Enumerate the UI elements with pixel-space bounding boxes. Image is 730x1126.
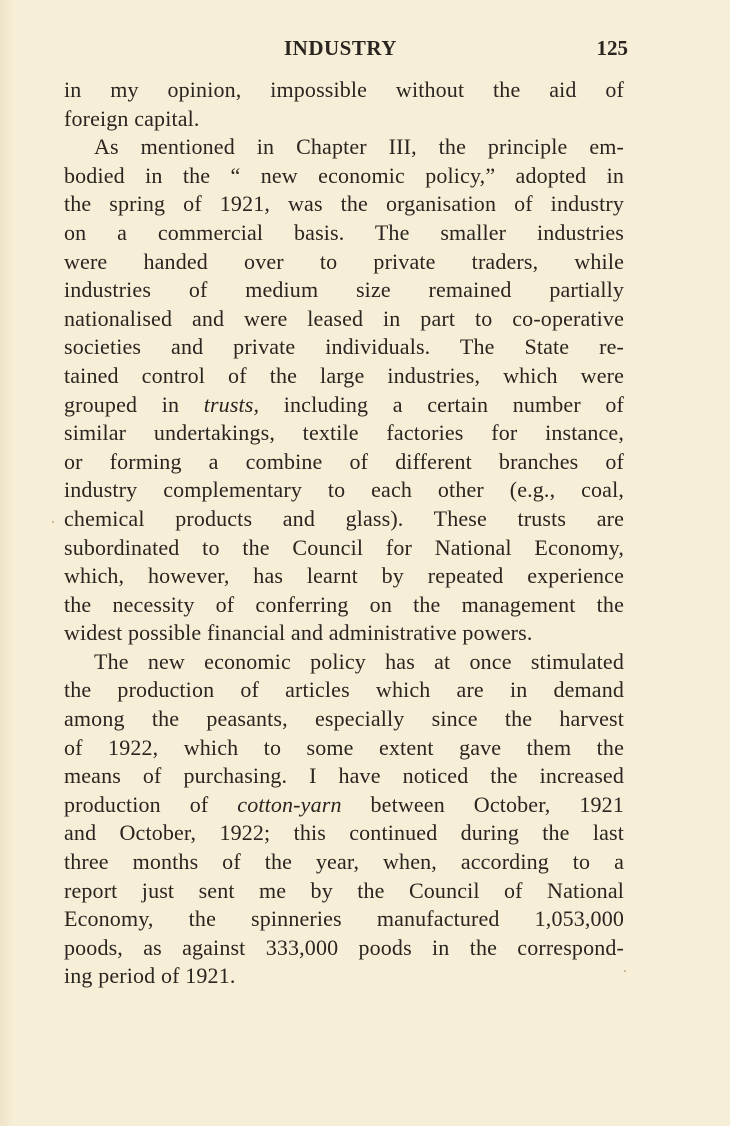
text-line: among the peasants, especially since the harvest bbox=[64, 706, 624, 732]
text-line: of 1922, which to some extent gave them the bbox=[64, 734, 624, 760]
text-segment: including a certain number of bbox=[259, 391, 624, 417]
text-line: The new economic policy has at once stimulated bbox=[94, 648, 624, 674]
text-line: industry complementary to each other (e.g., coal, bbox=[64, 477, 624, 503]
text-line: the necessity of conferring on the management the bbox=[64, 591, 624, 617]
text-line: As mentioned in Chapter III, the principle em- bbox=[94, 134, 624, 160]
text-line: which, however, has learnt by repeated experience bbox=[64, 563, 624, 589]
paper-speck bbox=[624, 970, 626, 972]
italic-term: cotton-yarn bbox=[237, 791, 342, 817]
text-segment: production of bbox=[64, 791, 238, 817]
text-line: on a commercial basis. The smaller industries bbox=[64, 219, 624, 245]
paper-speck bbox=[52, 521, 54, 523]
text-line: were handed over to private traders, while bbox=[64, 248, 624, 274]
text-line bbox=[64, 391, 624, 420]
text-line: bodied in the “ new economic policy,” adopted in bbox=[64, 162, 624, 188]
text-line: Economy, the spinneries manufactured 1,053,000 bbox=[64, 906, 624, 932]
text-line: or forming a combine of different branches of bbox=[64, 448, 624, 474]
text-line: tained control of the large industries, which were bbox=[64, 362, 624, 388]
text-line: foreign capital. bbox=[64, 105, 200, 131]
body-text bbox=[64, 76, 624, 991]
text-line: chemical products and glass). These trusts are bbox=[64, 505, 624, 531]
text-line: the spring of 1921, was the organisation of industry bbox=[64, 191, 624, 217]
text-line: the production of articles which are in demand bbox=[64, 677, 624, 703]
text-line bbox=[64, 791, 624, 820]
text-segment: grouped in bbox=[64, 391, 204, 417]
text-line: ing period of 1921. bbox=[64, 963, 236, 989]
text-segment: between October, 1921 bbox=[341, 791, 624, 817]
text-line: widest possible financial and administrative powers. bbox=[64, 620, 533, 646]
text-line: industries of medium size remained partially bbox=[64, 277, 624, 303]
page-number: 125 bbox=[596, 36, 628, 60]
text-line: means of purchasing. I have noticed the increased bbox=[64, 763, 624, 789]
page-header bbox=[64, 36, 628, 66]
text-line: similar undertakings, textile factories for instance, bbox=[64, 420, 624, 446]
text-line: poods, as against 333,000 poods in the correspond- bbox=[64, 934, 624, 960]
text-line: three months of the year, when, according to a bbox=[64, 849, 624, 875]
text-line: and October, 1922; this continued during the last bbox=[64, 820, 624, 846]
text-line: in my opinion, impossible without the aid of bbox=[64, 77, 624, 102]
text-line: report just sent me by the Council of National bbox=[64, 877, 624, 903]
text-line: societies and private individuals. The State re- bbox=[64, 334, 624, 360]
text-line: subordinated to the Council for National Economy, bbox=[64, 534, 624, 560]
text-line: nationalised and were leased in part to co-operative bbox=[64, 305, 624, 331]
italic-term: trusts, bbox=[203, 391, 260, 417]
running-head: INDUSTRY bbox=[284, 36, 397, 60]
